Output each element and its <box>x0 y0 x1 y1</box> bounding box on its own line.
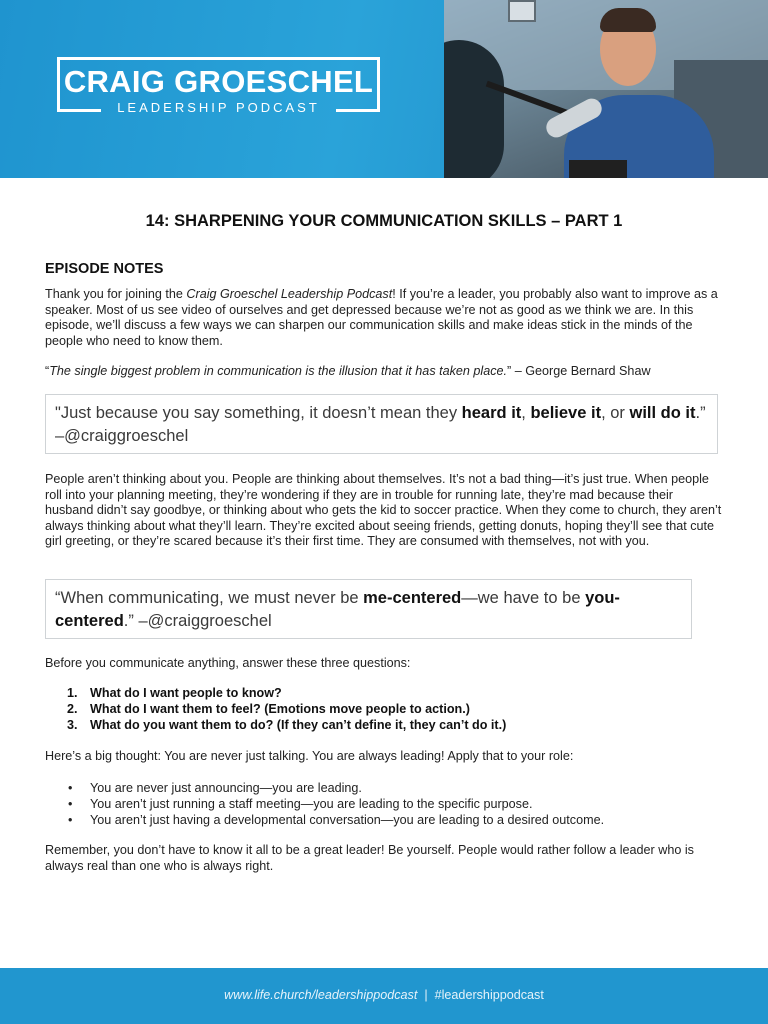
brand-subtitle-row <box>57 98 380 122</box>
question-text: What do I want them to feel? (Emotions move people to action.) <box>90 701 470 716</box>
pull-quote-1-text-d: , or <box>601 404 630 422</box>
question-text: What do you want them to do? (If they can’t define it, they can’t do it.) <box>90 717 507 732</box>
footer-text <box>0 988 768 1002</box>
pull-quote-1-text-a: "Just because you say something, it doesn’t mean they <box>55 404 462 422</box>
pull-quote-1-bold-do: will do it <box>629 404 696 422</box>
leading-bullets <box>67 780 604 828</box>
shaw-quote <box>45 364 723 380</box>
intro-paragraph <box>45 287 723 349</box>
photo-guest-silhouette <box>444 40 504 178</box>
leading-intro: Here’s a big thought: You are never just talking. You are always leading! Apply that to your role: <box>45 749 574 763</box>
footer-separator: | <box>417 988 435 1002</box>
list-number: 1. <box>67 686 78 700</box>
pull-quote-2-text-c: —we have to be <box>461 589 586 607</box>
pull-quote-1-bold-believe: believe it <box>530 404 602 422</box>
photo-wall-frame <box>508 0 536 22</box>
pull-quote-2-bold-me: me-centered <box>363 589 462 607</box>
intro-text-a: Thank you for joining the <box>45 287 187 301</box>
photo-tablet <box>569 160 627 178</box>
pull-quote-2-attribution: .” –@craiggroeschel <box>123 612 272 630</box>
bullet-text: You aren’t just having a developmental conversation—you are leading to a desired outcome. <box>90 813 605 827</box>
list-item <box>67 686 506 702</box>
footer-bar <box>0 968 768 1024</box>
podcast-name: Craig Groeschel Leadership Podcast <box>186 287 393 301</box>
question-text: What do I want people to know? <box>90 686 282 700</box>
list-item <box>67 796 604 812</box>
shaw-quote-text: The single biggest problem in communication is the illusion that it has taken place. <box>49 364 508 378</box>
pull-quote-1 <box>45 394 718 454</box>
brand-subtitle: LEADERSHIP PODCAST <box>117 100 320 115</box>
list-item <box>67 780 604 796</box>
intro-text-b: ! If you’re a leader, you probably also want to improve as a speaker. Most of us see video of ourselves and get depressed because we’re not as good as we think we are. In this episode, we’ll discuss a few ways we can sharpen our communication skills and make ideas stick in the minds of the people who need to know them. <box>45 287 718 348</box>
pull-quote-1-text-c: , <box>521 404 531 422</box>
people-paragraph: People aren’t thinking about you. People are thinking about themselves. It’s not a bad thing—it’s just true. When people roll into your planning meeting, they’re wondering if they are in trouble for running late, they’re mad because their husband didn’t say goodbye, or thinking about who gets the kid to soccer practice. When they come to church, they aren’t always thinking about what they’ll learn. They’re excited about seeing friends, getting donuts, hoping they’ll see that cute girl greeting, or they’re scared because it’s their first time. They are consumed with themselves, not with you. <box>45 472 722 549</box>
questions-intro: Before you communicate anything, answer these three questions: <box>45 656 411 670</box>
list-item <box>67 812 604 828</box>
bullet-text: You are never just announcing—you are leading. <box>90 781 362 795</box>
photo-host-hair <box>600 8 656 32</box>
shaw-quote-attribution: ” – George Bernard Shaw <box>507 364 651 378</box>
questions-list <box>67 686 506 733</box>
footer-url-link[interactable]: www.life.church/leadershippodcast <box>224 988 418 1002</box>
bullet-icon: • <box>68 797 73 811</box>
bullet-icon: • <box>68 781 73 795</box>
bullet-icon: • <box>68 813 73 827</box>
logo-rule-right <box>336 109 380 112</box>
host-photo <box>444 0 768 178</box>
pull-quote-2 <box>45 579 692 639</box>
episode-title: 14: SHARPENING YOUR COMMUNICATION SKILLS – PART 1 <box>145 212 623 230</box>
episode-notes-heading: EPISODE NOTES <box>45 261 164 277</box>
list-number: 3. <box>67 717 78 732</box>
brand-title: CRAIG GROESCHEL <box>63 64 374 99</box>
bullet-text: You aren’t just running a staff meeting—you are leading to the specific purpose. <box>90 797 533 811</box>
shaw-quote-open: “ <box>45 364 50 378</box>
pull-quote-1-bold-heard: heard it <box>461 404 522 422</box>
header-banner <box>0 0 768 178</box>
pull-quote-2-text-a: “When communicating, we must never be <box>55 589 364 607</box>
footer-hashtag: #leadershippodcast <box>434 988 544 1002</box>
list-item <box>67 702 506 718</box>
list-item <box>67 718 506 734</box>
pull-quote-1-attribution: .” –@craiggroeschel <box>55 404 706 445</box>
logo-rule-left <box>57 109 101 112</box>
closing-paragraph: Remember, you don’t have to know it all to be a great leader! Be yourself. People would rather follow a leader who is always real than one who is always right. <box>45 843 694 873</box>
list-number: 2. <box>67 701 78 716</box>
pull-quote-2-bold-you: you-centered <box>55 589 620 630</box>
